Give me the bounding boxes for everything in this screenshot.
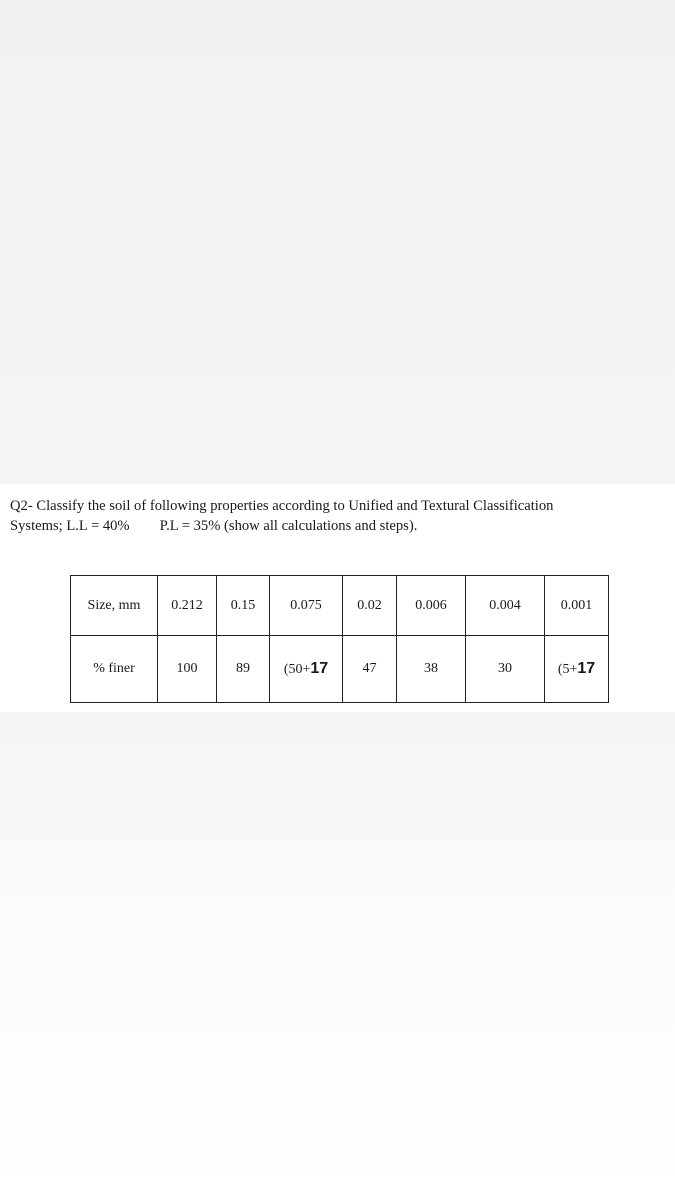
question-line-2 [10,516,672,536]
question-line-1: Q2- Classify the soil of following properties according to Unified and Textural Classification [10,498,554,514]
finer-cell: 89 [217,636,270,703]
finer-cell: 47 [343,636,397,703]
size-cell: 0.004 [466,576,545,636]
finer-cell-bold-value: 17 [577,660,596,677]
size-cell: 0.075 [270,576,343,636]
size-cell: 0.212 [158,576,217,636]
finer-cell [545,636,609,703]
size-row [71,576,609,636]
plastic-limit-text: P.L = 35% (show all calculations and steps). [159,518,418,534]
top-blank-area [0,0,675,484]
size-cell: 0.02 [343,576,397,636]
finer-cell [270,636,343,703]
finer-cell: 100 [158,636,217,703]
grain-size-table [70,575,609,703]
finer-cell-prefix: (5+ [557,662,578,677]
bottom-blank-area [0,712,675,1200]
finer-cell-prefix: (50+ [283,662,311,677]
finer-header-cell: % finer [71,636,158,703]
finer-cell: 30 [466,636,545,703]
size-cell: 0.006 [397,576,466,636]
size-cell: 0.001 [545,576,609,636]
finer-row [71,636,609,703]
question-text [10,496,672,536]
size-header-cell: Size, mm [71,576,158,636]
finer-cell-bold-value: 17 [310,660,329,677]
size-cell: 0.15 [217,576,270,636]
liquid-limit-text: Systems; L.L = 40% [10,518,130,534]
finer-cell: 38 [397,636,466,703]
question-document [0,484,675,712]
